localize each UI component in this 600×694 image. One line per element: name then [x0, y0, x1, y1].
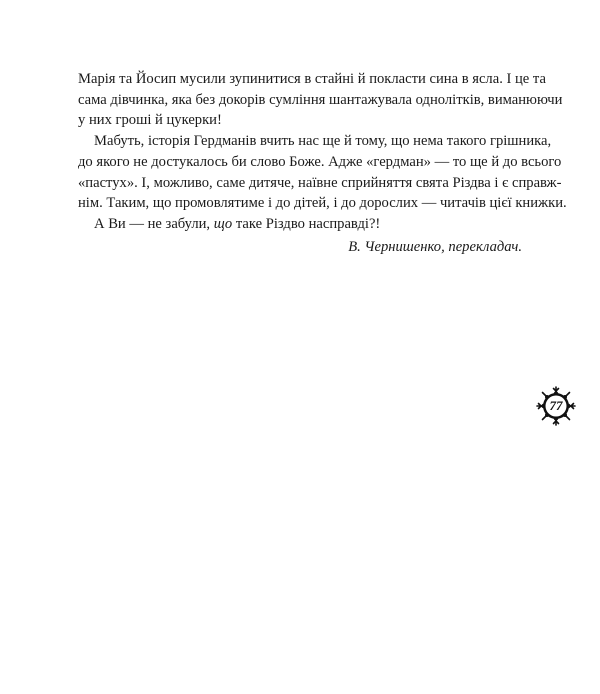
text-line: Марія та Йосип мусили зупинитися в стайні й покласти сина в ясла. І це та: [78, 71, 546, 87]
text-line: нім. Таким, що промовлятиме і до дітей, і до дорослих — читачів цієї книжки.: [78, 195, 567, 212]
text-line: [78, 214, 526, 235]
text-fragment: А Ви — не забули,: [94, 215, 214, 232]
paragraph-2: [78, 131, 567, 214]
text-line: Мабуть, історія Гердманів вчить нас ще й тому, що нема такого грішника,: [94, 133, 552, 150]
text-line: сама дівчинка, яка без докорів сумління шантажувала однолітків, виманюючи: [78, 91, 563, 108]
text-line: до якого не достукалось би слово Боже. Адже «гердман» — то ще й до всього: [78, 153, 562, 170]
text-fragment: таке Різдво насправді?!: [232, 215, 381, 232]
page-number: 77: [549, 398, 563, 413]
page-number-badge: [535, 385, 577, 427]
paragraph-1: [78, 69, 563, 131]
emphasis-text: що: [213, 215, 233, 232]
paragraph-3: [78, 214, 526, 235]
text-line: «пастух». І, можливо, саме дитяче, наївне сприйняття свята Різдва і є справж-: [78, 174, 562, 191]
body-text: [78, 69, 567, 235]
text-line: у них гроші й цукерки!: [78, 112, 222, 129]
signature: В. Чернишенко, перекладач.: [348, 239, 522, 255]
